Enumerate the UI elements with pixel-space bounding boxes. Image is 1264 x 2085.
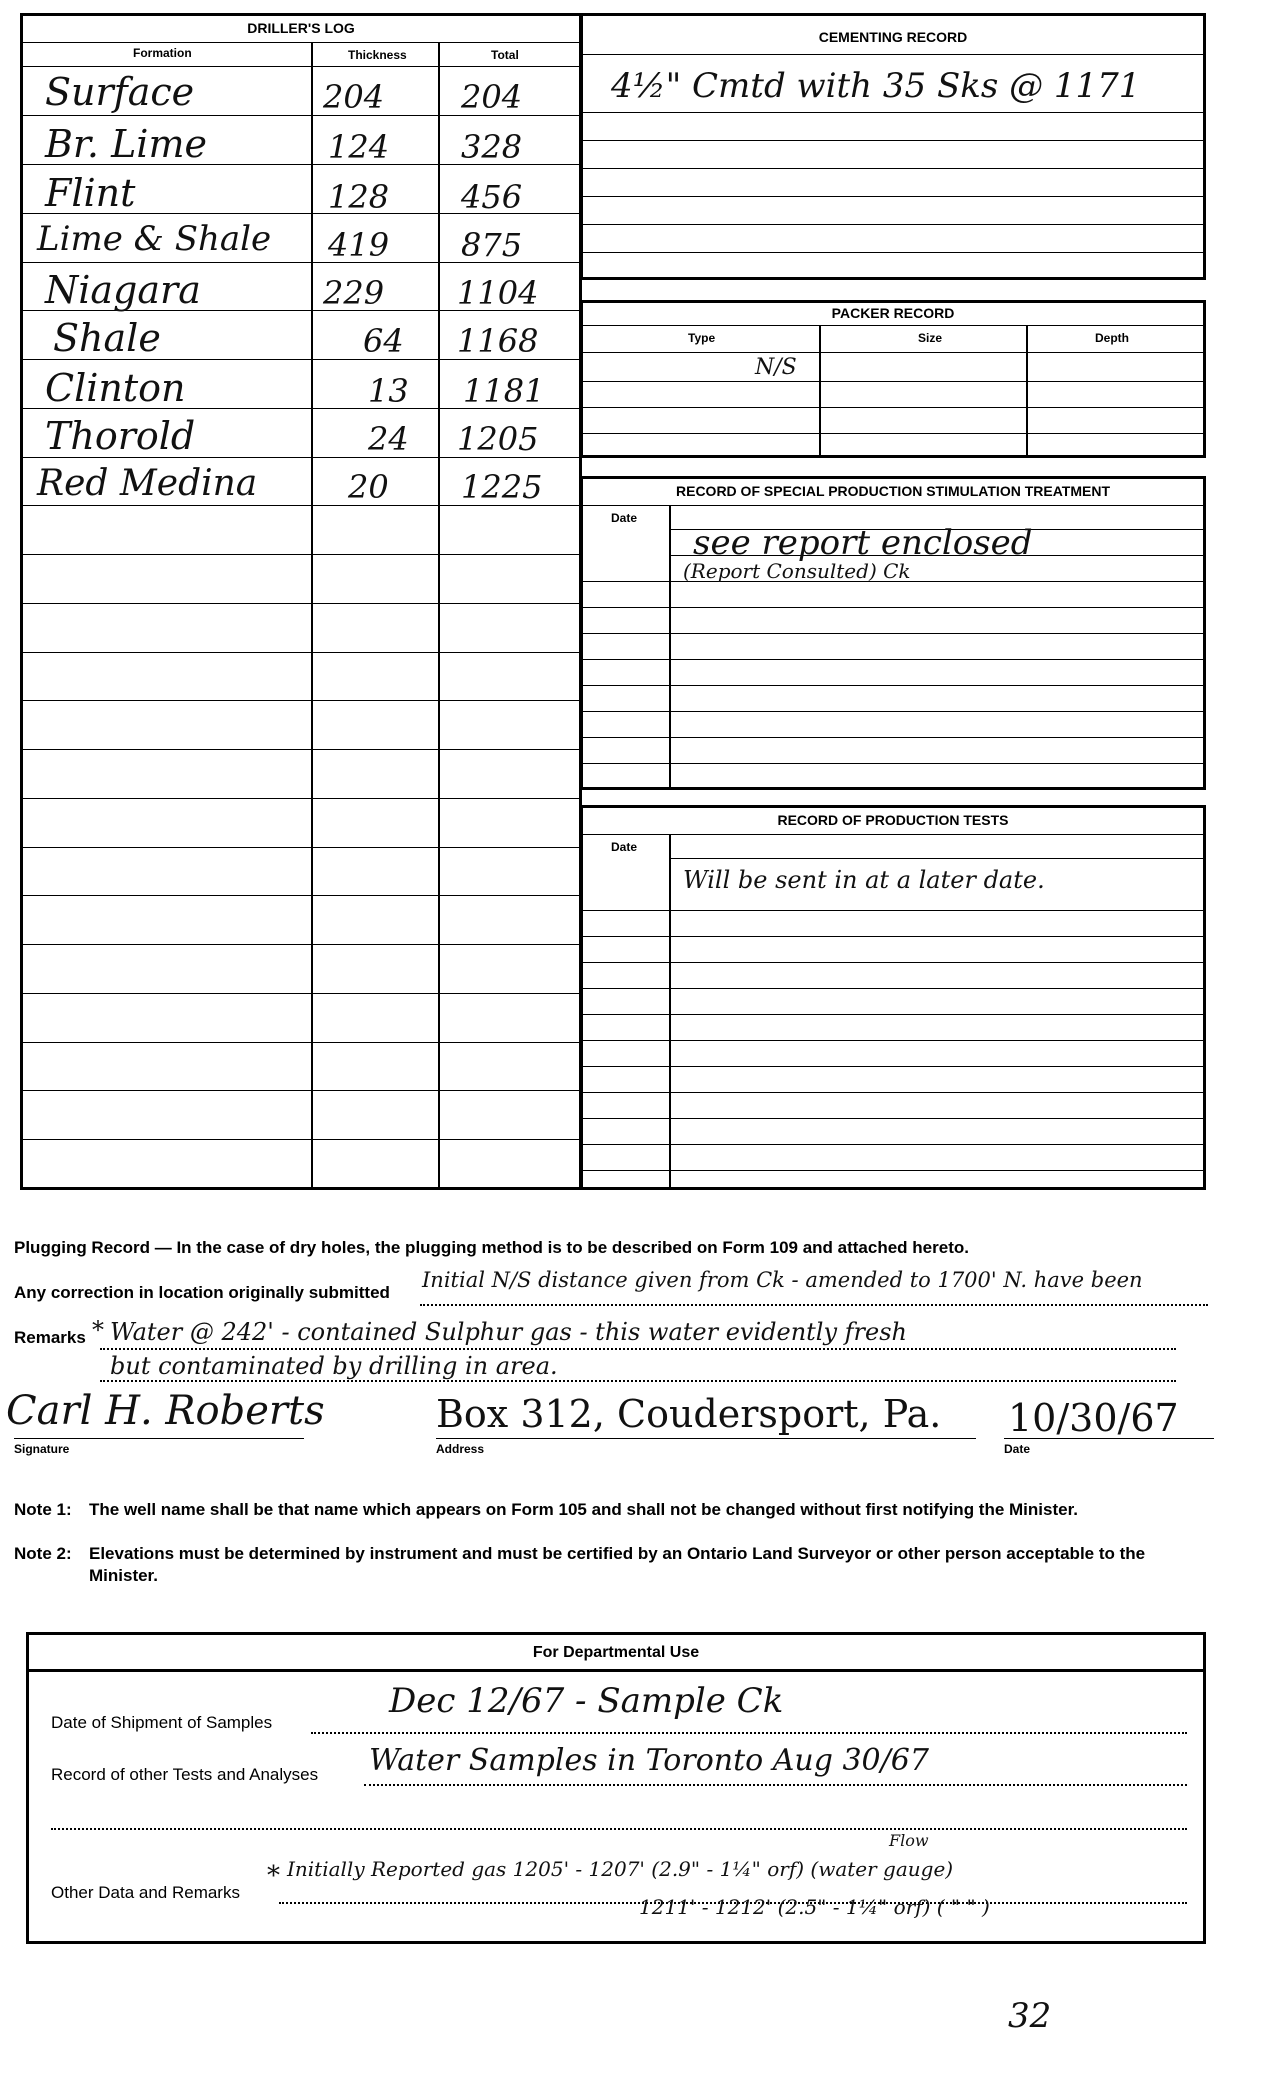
log-row-total: 328	[461, 128, 523, 166]
log-row-thickness: 419	[328, 226, 390, 264]
log-row-thickness: 13	[368, 372, 409, 410]
log-row-formation: Niagara	[45, 268, 201, 312]
log-row-thickness: 20	[348, 468, 389, 506]
col-total-header: Total	[491, 48, 519, 62]
remarks-value-line1: Water @ 242' - contained Sulphur gas - this water evidently fresh	[110, 1318, 908, 1346]
log-row-formation: Flint	[45, 171, 136, 215]
address-value: Box 312, Coudersport, Pa.	[436, 1392, 942, 1436]
log-row-total: 1225	[461, 468, 543, 506]
cementing-record-title: CEMENTING RECORD	[818, 29, 968, 45]
log-row-thickness: 24	[368, 420, 409, 458]
note1-text: The well name shall be that name which appears on Form 105 and shall not be changed without first notifying the Minister.	[89, 1500, 1078, 1519]
note2-label: Note 2:	[14, 1544, 72, 1563]
log-row-formation: Red Medina	[37, 463, 258, 504]
production-test-entry: Will be sent in at a later date.	[683, 866, 1045, 894]
cementing-record-table	[580, 13, 1206, 280]
packer-record-title: PACKER RECORD	[831, 305, 955, 321]
remarks-marker: *	[92, 1316, 104, 1344]
departmental-title: For Departmental Use	[532, 1644, 700, 1661]
other-data-marker: *	[267, 1861, 280, 1891]
drillers-log-title: DRILLER'S LOG	[247, 20, 355, 36]
log-row-total: 1205	[457, 420, 539, 458]
log-row-thickness: 124	[328, 128, 390, 166]
stimulation-title: RECORD OF SPECIAL PRODUCTION STIMULATION TREATMENT	[676, 483, 1110, 499]
log-row-thickness: 204	[323, 78, 385, 116]
log-row-formation: Br. Lime	[45, 122, 207, 166]
remarks-value-line2: but contaminated by drilling in area.	[110, 1352, 558, 1380]
log-row-formation: Lime & Shale	[37, 219, 272, 259]
col-depth-header: Depth	[1095, 331, 1129, 345]
note2-text-line2: Minister.	[89, 1566, 158, 1585]
stimulation-entry-note: (Report Consulted) Ck	[683, 559, 911, 583]
col-size-header: Size	[918, 331, 943, 345]
plugging-record-text: Plugging Record — In the case of dry holes, the plugging method is to be described on Form 109 and attached hereto.	[14, 1238, 969, 1257]
drillers-log-table	[20, 13, 582, 1190]
log-row-total: 875	[461, 226, 523, 264]
departmental-use-box	[26, 1632, 1206, 1944]
col-formation-header: Formation	[133, 46, 192, 60]
packer-type-entry: N/S	[755, 355, 797, 380]
shipment-value: Dec 12/67 - Sample Ck	[389, 1681, 784, 1721]
col-type-header: Type	[688, 331, 716, 345]
log-row-formation: Clinton	[45, 366, 186, 410]
remarks-label: Remarks	[14, 1328, 86, 1347]
shipment-label: Date of Shipment of Samples	[51, 1713, 273, 1732]
log-row-total: 1181	[463, 372, 545, 410]
production-tests-table	[580, 805, 1206, 1190]
address-label: Address	[436, 1442, 485, 1456]
page-number: 32	[1008, 1996, 1052, 2036]
date-label: Date	[1004, 1442, 1031, 1456]
correction-value: Initial N/S distance given from Ck - amended to 1700' N. have been	[422, 1268, 1143, 1292]
log-row-thickness: 64	[363, 322, 404, 360]
production-date-header: Date	[611, 840, 638, 854]
production-tests-title: RECORD OF PRODUCTION TESTS	[777, 812, 1009, 828]
other-data-value-line2: 1211' - 1212' (2.5" - 1¼" orf) ( " " )	[639, 1895, 990, 1919]
other-data-super: Flow	[889, 1831, 929, 1850]
log-row-formation: Surface	[45, 70, 195, 114]
stimulation-entry: see report enclosed	[693, 523, 1033, 563]
log-row-total: 456	[461, 178, 523, 216]
note2-text-line1: Elevations must be determined by instrument and must be certified by an Ontario Land Surveyor or other person acceptable to the	[89, 1544, 1146, 1563]
correction-label: Any correction in location originally submitted	[14, 1283, 390, 1302]
log-row-total: 1168	[457, 322, 539, 360]
other-data-value-line1: Initially Reported gas 1205' - 1207' (2.9" - 1¼" orf) (water gauge)	[287, 1857, 954, 1881]
packer-record-table	[580, 300, 1206, 458]
cementing-entry: 4½" Cmtd with 35 Sks @ 1171	[611, 66, 1141, 106]
stimulation-table	[580, 476, 1206, 790]
log-row-total: 204	[461, 78, 523, 116]
tests-value: Water Samples in Toronto Aug 30/67	[369, 1743, 929, 1778]
other-data-label: Other Data and Remarks	[51, 1883, 240, 1902]
log-row-thickness: 128	[328, 178, 390, 216]
date-value: 10/30/67	[1008, 1396, 1179, 1440]
log-row-formation: Shale	[53, 316, 161, 360]
signature-value: Carl H. Roberts	[6, 1388, 325, 1434]
stimulation-date-header: Date	[611, 511, 638, 525]
col-thickness-header: Thickness	[348, 48, 407, 62]
note1-label: Note 1:	[14, 1500, 72, 1519]
log-row-formation: Thorold	[45, 414, 196, 458]
log-row-thickness: 229	[323, 274, 385, 312]
tests-label: Record of other Tests and Analyses	[51, 1765, 319, 1784]
signature-label: Signature	[14, 1442, 70, 1456]
log-row-total: 1104	[457, 274, 539, 312]
